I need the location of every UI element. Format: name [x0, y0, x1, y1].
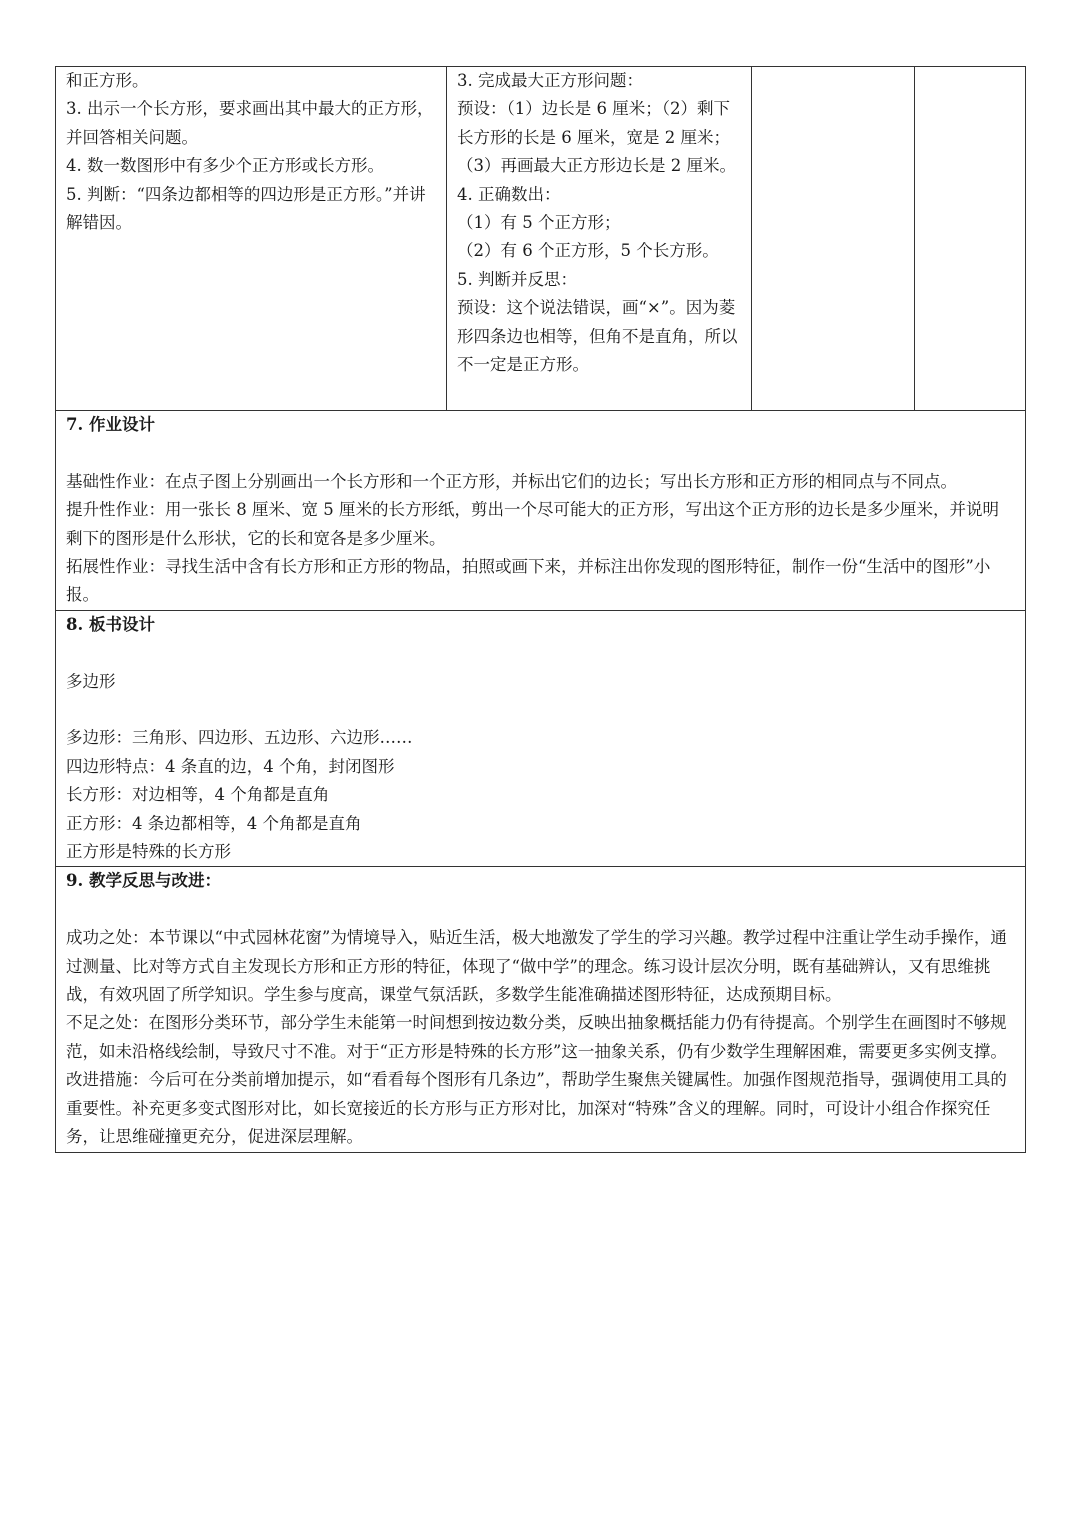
reflection-item: 不足之处：在图形分类环节，部分学生未能第一时间想到按边数分类，反映出抽象概括能力仍有待提高。个别学生在画图时不够规范，如未沿格线绘制，导致尺寸不准。对于“正方形是特殊的长方形”这一抽象关系，仍有少数学生理解困难，需要更多实例支撑。	[66, 1013, 1007, 1061]
board-line: 正方形：4 条边都相等，4 个角都是直角	[66, 813, 362, 833]
reflection-item: 改进措施：今后可在分类前增加提示，如“看看每个图形有几条边”，帮助学生聚焦关键属性。加强作图规范指导，强调使用工具的重要性。补充更多变式图形对比，如长宽接近的长方形与正方形对比，加深对“特殊”含义的理解。同时，可设计小组合作探究任务，让思维碰撞更充分，促进深层理解。	[66, 1070, 1007, 1147]
reflection-item: 成功之处：本节课以“中式园林花窗”为情境导入，贴近生活，极大地激发了学生的学习兴趣。教学过程中注重让学生动手操作，通过测量、比对等方式自主发现长方形和正方形的特征，体现了“做中学”的理念。练习设计层次分明，既有基础辨认，又有思维挑战，有效巩固了所学知识。学生参与度高，课堂气氛活跃，多数学生能准确描述图形特征，达成预期目标。	[66, 928, 1007, 1005]
homework-row	[56, 411, 1026, 611]
teacher-activity-line: 3. 出示一个长方形，要求画出其中最大的正方形，并回答相关问题。	[66, 99, 434, 147]
homework-heading: 7. 作业设计	[66, 415, 155, 434]
reflection-cell	[56, 867, 1026, 1152]
reflection-heading: 9. 教学反思与改进：	[66, 871, 221, 891]
homework-cell	[56, 411, 1026, 611]
board-design-cell	[56, 610, 1026, 867]
teacher-activity-line: 和正方形。	[66, 71, 149, 90]
board-heading: 8. 板书设计	[66, 614, 155, 634]
board-line: 四边形特点：4 条直的边，4 个角，封闭图形	[66, 756, 395, 776]
empty-cell	[752, 67, 915, 411]
student-activities-cell	[447, 67, 752, 411]
homework-item: 提升性作业：用一张长 8 厘米、宽 5 厘米的长方形纸，剪出一个尽可能大的正方形，写出这个正方形的边长是多少厘米，并说明剩下的图形是什么形状，它的长和宽各是多少厘米。	[66, 500, 999, 548]
student-activity-line: 3. 完成最大正方形问题：	[457, 71, 643, 90]
board-line: 多边形：三角形、四边形、五边形、六边形……	[66, 728, 413, 748]
reflection-row	[56, 867, 1026, 1152]
teacher-activity-line: 5. 判断：“四条边都相等的四边形是正方形。”并讲解错因。	[66, 184, 426, 233]
student-activity-line: 预设：（1）边长是 6 厘米；（2）剩下长方形的长是 6 厘米，宽是 2 厘米；（3）再画最大正方形边长是 2 厘米。	[457, 99, 736, 176]
student-activity-line: 5. 判断并反思：	[457, 269, 577, 289]
student-activity-line: （2）有 6 个正方形，5 个长方形。	[457, 241, 719, 261]
teacher-activity-line: 4. 数一数图形中有多少个正方形或长方形。	[66, 156, 384, 176]
teacher-activities-cell	[56, 67, 447, 411]
board-line: 正方形是特殊的长方形	[66, 842, 231, 862]
homework-item: 基础性作业：在点子图上分别画出一个长方形和一个正方形，并标出它们的边长；写出长方形和正方形的相同点与不同点。	[66, 471, 957, 491]
student-activity-line: 4. 正确数出：	[457, 184, 561, 204]
homework-item: 拓展性作业：寻找生活中含有长方形和正方形的物品，拍照或画下来，并标注出你发现的图形特征，制作一份“生活中的图形”小报。	[66, 557, 991, 605]
student-activity-line: 预设：这个说法错误，画“×”。因为菱形四条边也相等，但角不是直角，所以不一定是正方形。	[457, 298, 738, 375]
lesson-plan-table	[55, 66, 1026, 1153]
empty-cell	[915, 67, 1026, 411]
board-title: 多边形	[66, 671, 116, 691]
student-activity-line: （1）有 5 个正方形；	[457, 213, 621, 233]
board-line: 长方形：对边相等，4 个角都是直角	[66, 785, 330, 805]
board-design-row	[56, 610, 1026, 867]
activities-row	[56, 67, 1026, 411]
